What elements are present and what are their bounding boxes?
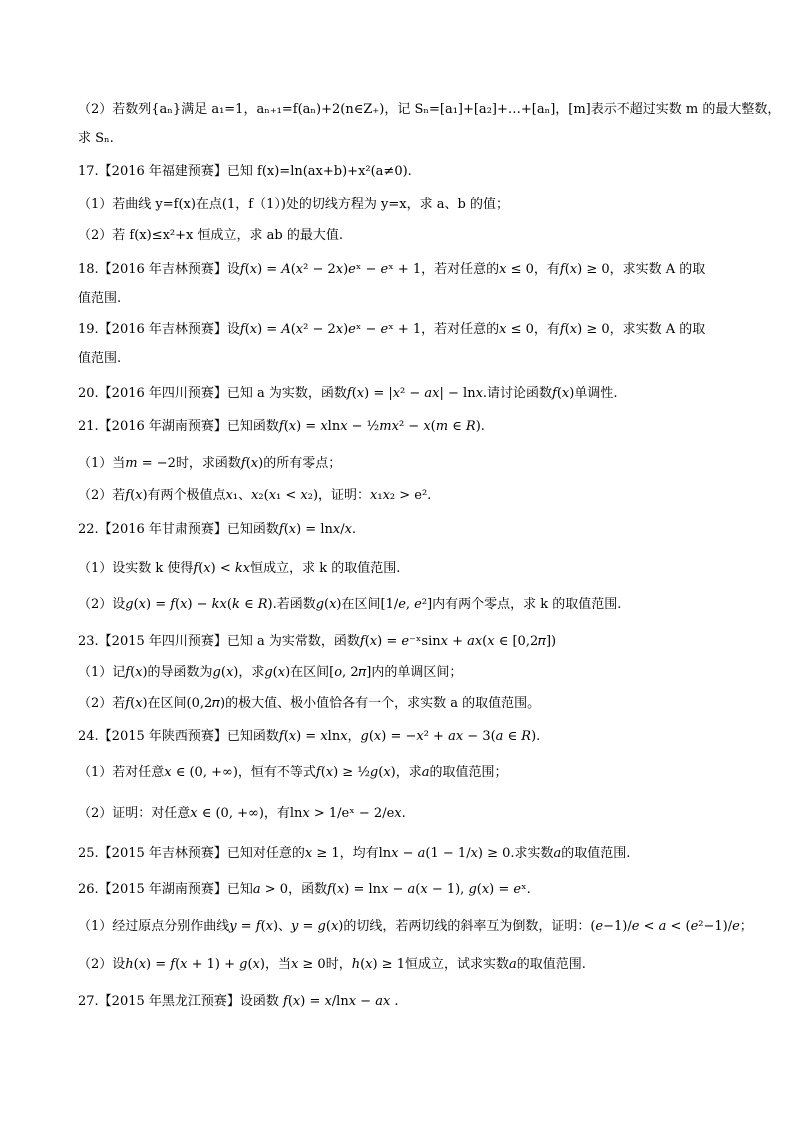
problem-23-heading: 23.【2015 年四川预赛】已知 a 为实常数，函数𝑓(𝑥) = 𝑒⁻ˣsin𝑥 + 𝑎𝑥(𝑥 ∈ [0,2𝜋]) [78,634,557,649]
problem-19-line-1: 19.【2016 年吉林预赛】设𝑓(𝑥) = 𝐴(𝑥² − 2𝑥)𝑒ˣ − 𝑒ˣ + 1，若对任意的𝑥 ≤ 0，有𝑓(𝑥) ≥ 0，求实数 A 的取 [78,322,706,337]
problem-26-part-1: （1）经过原点分别作曲线𝑦 = 𝑓(𝑥)、𝑦 = 𝑔(𝑥)的切线，若两切线的斜率互为倒数，证明：(𝑒−1)/𝑒 < 𝑎 < (𝑒²−1)/𝑒； [78,919,753,934]
problem-22-heading: 22.【2016 年甘肃预赛】已知函数𝑓(𝑥) = ln𝑥/𝑥. [78,522,357,537]
problem-27-heading: 27.【2015 年黑龙江预赛】设函数 𝑓(𝑥) = 𝑥/ln𝑥 − 𝑎𝑥 . [78,994,399,1009]
problem-24-part-1: （1）若对任意𝑥 ∈ (0, +∞)，恒有不等式𝑓(𝑥) ≥ ½𝑔(𝑥)，求𝑎的取值范围； [78,765,508,780]
problem-18-line-2: 值范围. [78,291,122,306]
problem-18-line-1: 18.【2016 年吉林预赛】设𝑓(𝑥) = 𝐴(𝑥² − 2𝑥)𝑒ˣ − 𝑒ˣ + 1，若对任意的𝑥 ≤ 0，有𝑓(𝑥) ≥ 0，求实数 A 的取 [78,262,706,277]
problem-16-part-2-line-2: 求 Sₙ. [78,131,114,146]
problem-21-heading: 21.【2016 年湖南预赛】已知函数𝑓(𝑥) = 𝑥ln𝑥 − ½𝑚𝑥² − 𝑥(𝑚 ∈ 𝑅). [78,419,485,434]
problem-25: 25.【2015 年吉林预赛】已知对任意的𝑥 ≥ 1，均有ln𝑥 − 𝑎(1 − 1/𝑥) ≥ 0.求实数𝑎的取值范围. [78,846,631,861]
problem-26-heading: 26.【2015 年湖南预赛】已知𝑎 > 0，函数𝑓(𝑥) = ln𝑥 − 𝑎(𝑥 − 1), 𝑔(𝑥) = 𝑒ˣ. [78,882,531,897]
problem-23-part-1: （1）记𝑓(𝑥)的导函数为𝑔(𝑥)，求𝑔(𝑥)在区间[𝑜, 2𝜋]内的单调区间； [78,665,463,680]
problem-22-part-2: （2）设𝑔(𝑥) = 𝑓(𝑥) − 𝑘𝑥(𝑘 ∈ 𝑅).若函数𝑔(𝑥)在区间[1/𝑒, 𝑒²]内有两个零点，求 k 的取值范围. [78,597,622,612]
problem-26-part-2: （2）设ℎ(𝑥) = 𝑓(𝑥 + 1) + 𝑔(𝑥)，当𝑥 ≥ 0时，ℎ(𝑥) ≥ 1恒成立，试求实数𝑎的取值范围. [78,957,586,972]
problem-17-part-2: （2）若 f(x)≤x²+x 恒成立，求 ab 的最大值. [78,228,343,243]
problem-24-part-2: （2）证明：对任意𝑥 ∈ (0, +∞)，有ln𝑥 > 1/eˣ − 2/e𝑥. [78,806,406,821]
problem-21-part-2: （2）若𝑓(𝑥)有两个极值点𝑥₁、𝑥₂(𝑥₁ < 𝑥₂)，证明：𝑥₁𝑥₂ > e². [78,488,432,503]
problem-24-heading: 24.【2015 年陕西预赛】已知函数𝑓(𝑥) = 𝑥ln𝑥，𝑔(𝑥) = −𝑥² + 𝑎𝑥 − 3(𝑎 ∈ 𝑅). [78,729,541,744]
problem-19-line-2: 值范围. [78,351,122,366]
problem-17-part-1: （1）若曲线 y=f(x)在点(1，f（1）)处的切线方程为 y=x，求 a、b 的值； [78,197,509,212]
problem-22-part-1: （1）设实数 k 使得𝑓(𝑥) < 𝑘𝑥恒成立，求 k 的取值范围. [78,561,401,576]
problem-21-part-1: （1）当𝑚 = −2时，求函数𝑓(𝑥)的所有零点； [78,456,342,471]
problem-20: 20.【2016 年四川预赛】已知 a 为实数，函数𝑓(𝑥) = |𝑥² − 𝑎𝑥| − ln𝑥.请讨论函数𝑓(𝑥)单调性. [78,386,618,401]
problem-17-heading: 17.【2016 年福建预赛】已知 f(x)=ln(ax+b)+x²(a≠0). [78,164,412,179]
problem-16-part-2-line-1: （2）若数列{aₙ}满足 a₁=1，aₙ₊₁=f(aₙ)+2(n∈Z₊)，记 Sₙ=[a₁]+[a₂]+…+[aₙ]，[m]表示不超过实数 m 的最大整数， [78,102,781,117]
problem-23-part-2: （2）若𝑓(𝑥)在区间(0,2𝜋)的极大值、极小值恰各有一个，求实数 a 的取值范围。 [78,696,541,711]
